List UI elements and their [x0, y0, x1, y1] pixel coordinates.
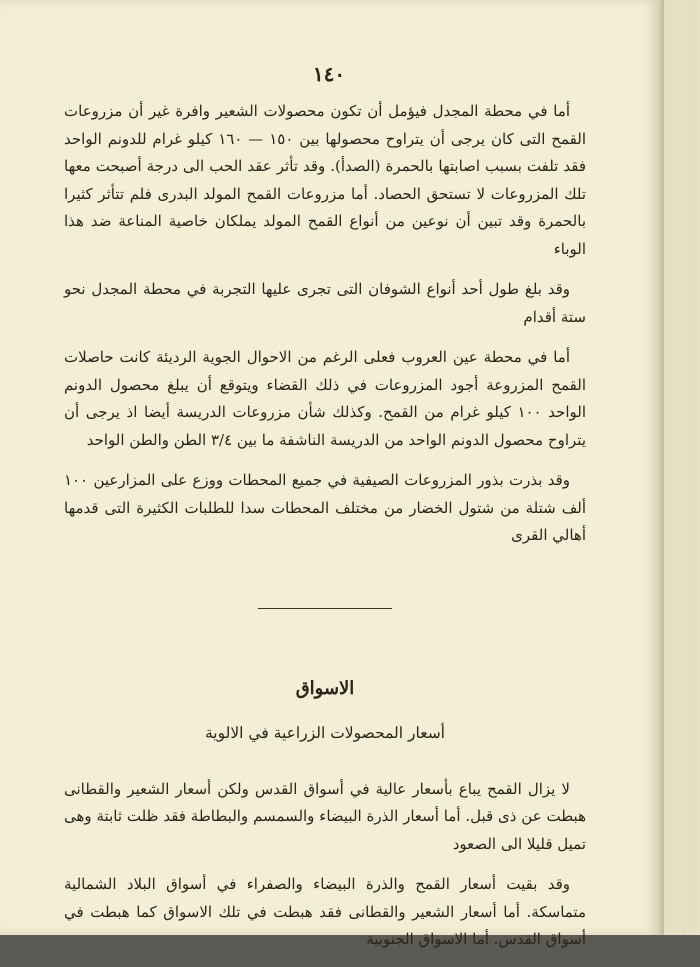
page-body: [0, 98, 658, 967]
paragraph-northern-markets: وقد بقيت أسعار القمح والذرة البيضاء والصفراء في أسواق البلاد الشمالية متماسكة. أما أسعار الشعير والقطانى فقد هبطت في تلك الاسواق كما هبطت في أسواق القدس. أما الاسواق الجنوبية: [64, 875, 586, 948]
section-subtitle: أسعار المحصولات الزراعية في الالوية: [204, 724, 445, 742]
paragraph-jerusalem-prices: لا يزال القمح يباع بأسعار عالية في أسواق القدس ولكن أسعار الشعير والقطانى هبطت عن ذى قبل. أما أسعار الذرة البيضاء والسمسم والبطاطة فقد ظلت ثابتة وهى تميل قليلا الى الصعود: [64, 779, 586, 853]
paragraph-oats-height: وقد بلغ طول أحد أنواع الشوفان التى تجرى عليها التجربة في محطة المجدل نحو ستة أقدام: [64, 280, 586, 326]
page-number: ١٤٠: [312, 62, 346, 86]
paragraph-summer-crops: وقد بذرت بذور المزروعات الصيفية في جميع المحطات ووزع على المزارعين ١٠٠ ألف شتلة من شتول الخضار من مختلف المحطات سدا للطلبات الكثيرة التى قدمها أهالي القرى: [64, 471, 586, 544]
section-title: الاسواق: [295, 677, 355, 699]
paragraph-majdal-barley: أما في محطة المجدل فيؤمل أن تكون محصولات الشعير وافرة غير أن مزروعات القمح التى كان يرجى أن يتراوح محصولها بين ١٥٠ — ١٦٠ كيلو غرام للدونم الواحد فقد تلفت بسبب اصابتها بالحمرة (الصدأ). وقد تأثر عقد الحب الى درجة أصبحت معها تلك المزروعات لا تستحق الحصاد. أما مزروعات القمح المولد البدرى فلم تتأثر كثيرا بالحمرة وقد تبين أن نوعين من أنواع القمح المولد يملكان خاصية المناعة ضد هذا الوباء: [64, 102, 586, 258]
section-divider: [258, 608, 392, 609]
paragraph-ain-arroub: أما في محطة عين العروب فعلى الرغم من الاحوال الجوية الرديئة كانت حاصلات القمح المزروعة أجود المزروعات في ذلك القضاء ويتوقع أن يبلغ محصول الدونم الواحد ١٠٠ كيلو غرام من القمح. وكذلك شأن مزروعات الدريسة أيضا اذ يرجى أن يتراوح محصول الدونم الواحد من الدريسة الناشفة ما بين ٣/٤ الطن والطن الواحد: [64, 348, 586, 449]
